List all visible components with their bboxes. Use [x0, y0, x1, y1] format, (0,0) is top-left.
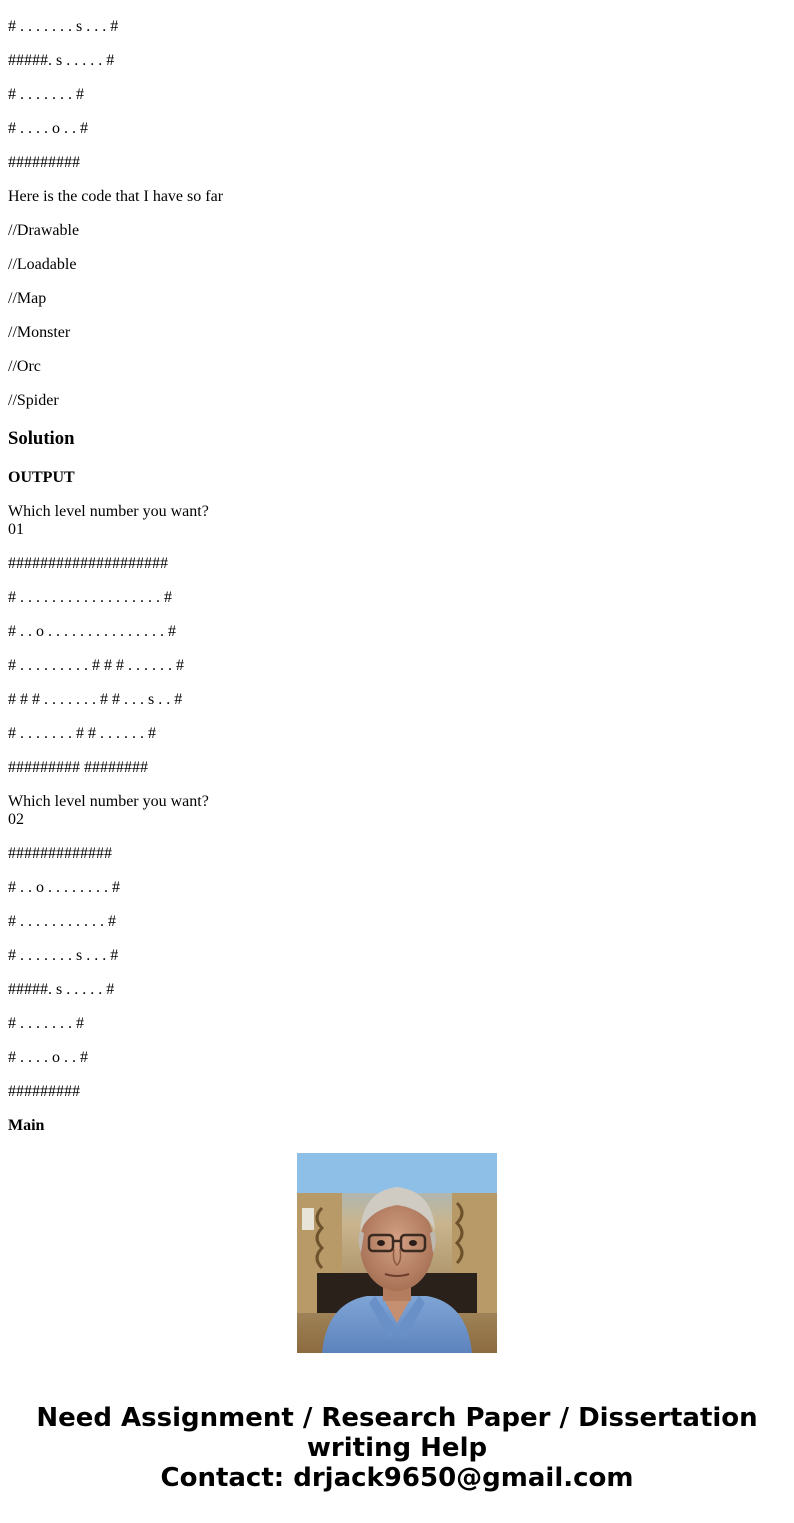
level-input: 02	[8, 811, 24, 828]
map-line: #########	[8, 1083, 80, 1100]
map-line: #####. s . . . . . #	[8, 52, 115, 69]
map-line: #####. s . . . . . #	[8, 981, 115, 998]
map-line: # . . . . o . . #	[8, 120, 88, 137]
map-line: # . . . . . . . s . . . #	[8, 947, 119, 964]
map-line: # . . . . . . . . . . . . . . . . . . #	[8, 589, 172, 606]
map-line: # . . . . . . . #	[8, 1015, 84, 1032]
map-line: # . . . . . . . . . . . #	[8, 913, 116, 930]
output-heading: OUTPUT	[8, 469, 75, 486]
map-line: #########	[8, 154, 80, 171]
cutoff-text: Main	[8, 1117, 45, 1134]
map-line: ####################	[8, 555, 168, 572]
map-line: # . . . . . . . s . . . #	[8, 18, 119, 35]
map-line: # . . o . . . . . . . . . . . . . . . #	[8, 623, 176, 640]
map-line: ######### ########	[8, 759, 148, 776]
code-comment: //Drawable	[8, 222, 80, 239]
level-prompt: Which level number you want?	[8, 503, 209, 520]
code-comment: //Spider	[8, 392, 59, 409]
help-banner	[0, 1403, 794, 1493]
map-line: # . . . . . . . . . # # # . . . . . . #	[8, 657, 184, 674]
code-comment: //Map	[8, 290, 47, 307]
banner-line: writing Help	[306, 1433, 488, 1463]
code-comment: //Orc	[8, 358, 41, 375]
level-prompt: Which level number you want?	[8, 793, 209, 810]
code-comment: //Monster	[8, 324, 71, 341]
author-avatar	[297, 1153, 497, 1353]
author-photo-illustration	[297, 1153, 497, 1353]
code-comment: //Loadable	[8, 256, 77, 273]
map-line: # . . o . . . . . . . . #	[8, 879, 120, 896]
solution-heading: Solution	[8, 428, 75, 449]
banner-line: Need Assignment / Research Paper / Dissertation	[36, 1403, 758, 1433]
map-line: #############	[8, 845, 112, 862]
contact-line: Contact: drjack9650@gmail.com	[160, 1463, 634, 1493]
intro-text: Here is the code that I have so far	[8, 188, 224, 205]
map-line: # . . . . o . . #	[8, 1049, 88, 1066]
level-input: 01	[8, 521, 24, 538]
document-content	[8, 0, 786, 1134]
map-line: # . . . . . . . #	[8, 86, 84, 103]
map-line: # . . . . . . . # # . . . . . . #	[8, 725, 156, 742]
map-line: # # # . . . . . . . # # . . . s . . #	[8, 691, 183, 708]
